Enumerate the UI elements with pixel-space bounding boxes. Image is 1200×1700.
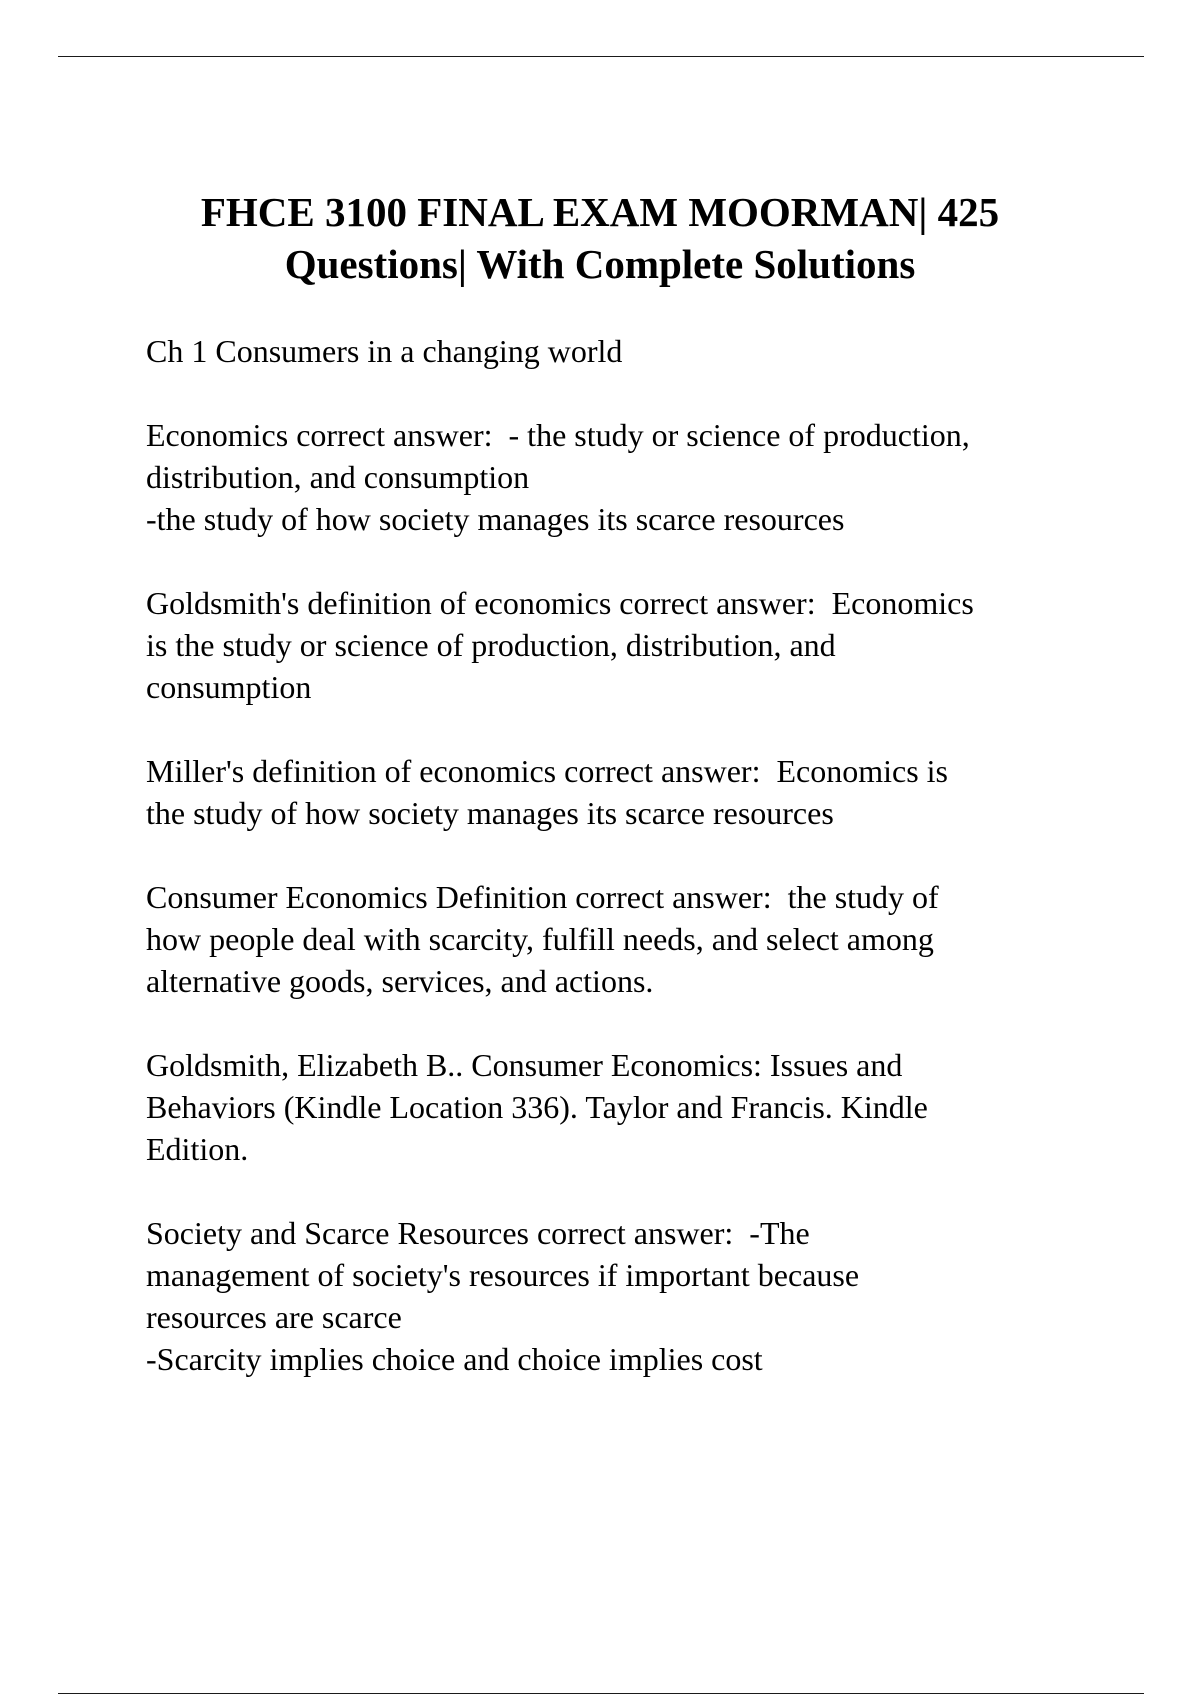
qa-goldsmith-definition xyxy=(146,582,1106,708)
text-line: is the study or science of production, distribution, and xyxy=(146,627,836,663)
text-line: consumption xyxy=(146,669,312,705)
citation xyxy=(146,1044,1106,1170)
text-line: how people deal with scarcity, fulfill needs, and select among xyxy=(146,921,934,957)
text-line: resources are scarce xyxy=(146,1299,402,1335)
text-line: alternative goods, services, and actions. xyxy=(146,963,654,999)
text-line: -Scarcity implies choice and choice implies cost xyxy=(146,1341,763,1377)
text-line: Edition. xyxy=(146,1131,249,1167)
text-line: Economics correct answer: - the study or science of production, xyxy=(146,417,970,453)
text-line: Behaviors (Kindle Location 336). Taylor and Francis. Kindle xyxy=(146,1089,928,1125)
qa-miller-definition xyxy=(146,750,1106,834)
text-line: Miller's definition of economics correct answer: Economics is xyxy=(146,753,948,789)
document-body xyxy=(146,330,1106,1422)
text-line: Goldsmith, Elizabeth B.. Consumer Economics: Issues and xyxy=(146,1047,903,1083)
text-line: -the study of how society manages its scarce resources xyxy=(146,501,845,537)
qa-economics xyxy=(146,414,1106,540)
text-line: the study of how society manages its scarce resources xyxy=(146,795,834,831)
text-line: Consumer Economics Definition correct answer: the study of xyxy=(146,879,939,915)
title-line: Questions| With Complete Solutions xyxy=(284,241,916,287)
text-line: Ch 1 Consumers in a changing world xyxy=(146,333,623,369)
text-line: Goldsmith's definition of economics correct answer: Economics xyxy=(146,585,974,621)
text-line: management of society's resources if important because xyxy=(146,1257,860,1293)
text-line: distribution, and consumption xyxy=(146,459,530,495)
qa-society-scarce-resources xyxy=(146,1212,1106,1380)
text-line: Society and Scarce Resources correct answer: -The xyxy=(146,1215,810,1251)
chapter-heading xyxy=(146,330,1106,372)
top-divider xyxy=(58,56,1144,57)
qa-consumer-economics xyxy=(146,876,1106,1002)
bottom-divider xyxy=(58,1693,1144,1694)
document-title xyxy=(120,186,1080,290)
title-line: FHCE 3100 FINAL EXAM MOORMAN| 425 xyxy=(200,189,1000,235)
